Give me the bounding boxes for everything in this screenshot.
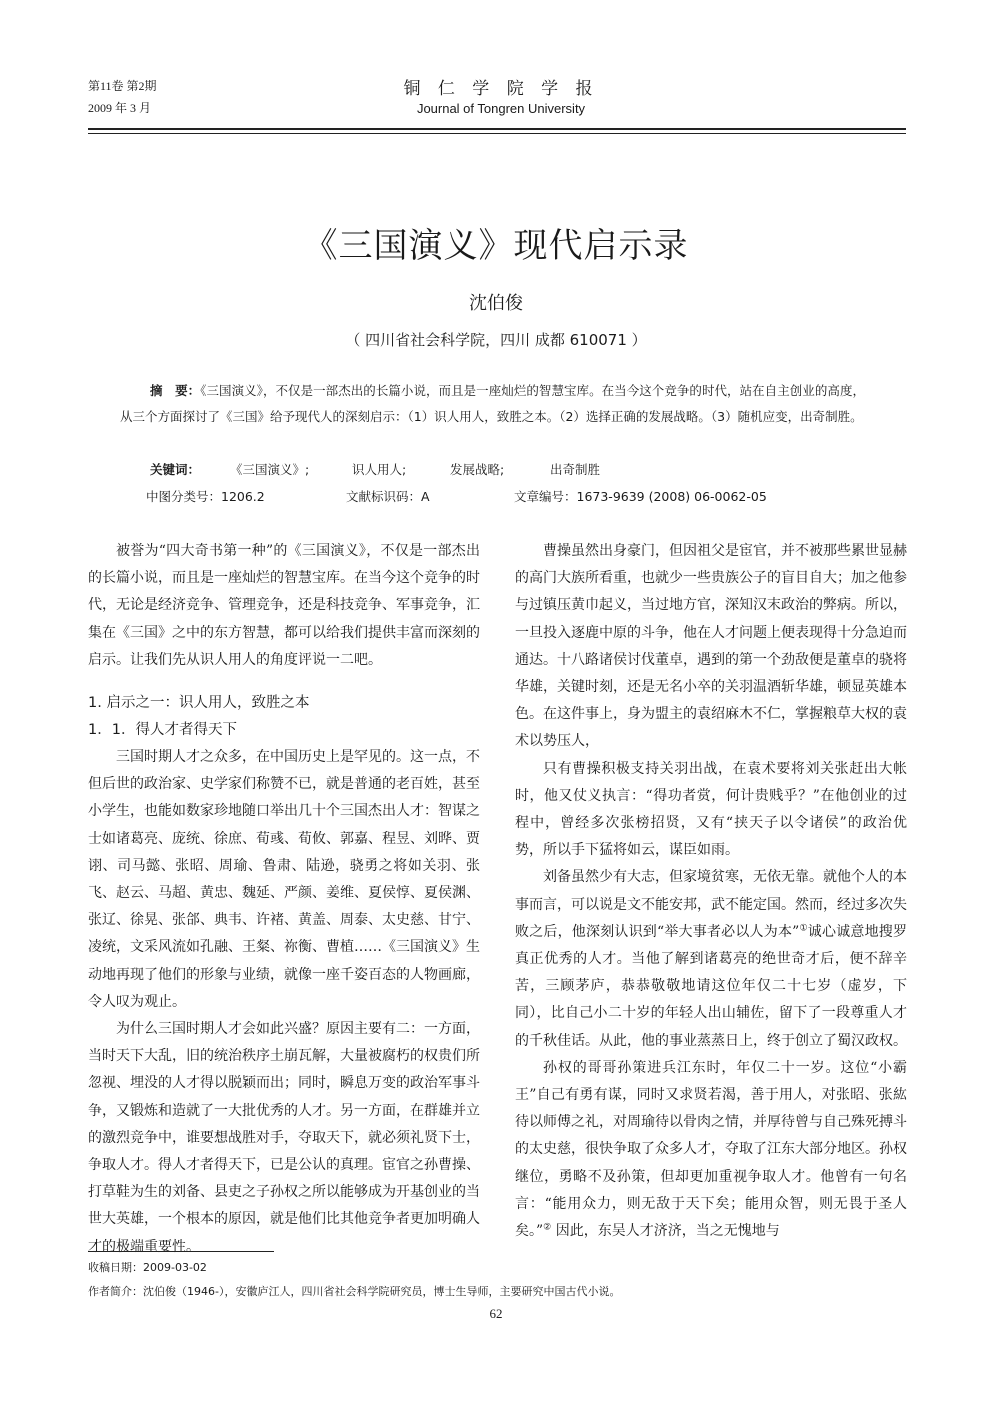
keywords-label: 关键词：: [150, 462, 201, 477]
journal-title-en: Journal of Tongren University: [416, 101, 586, 116]
volume-issue: 第11卷 第2期: [88, 79, 157, 93]
abstract: [120, 378, 865, 430]
abstract-label: 摘 要：: [150, 383, 201, 398]
article-author: 沈伯俊: [469, 293, 523, 314]
body-right-column: [515, 538, 907, 1245]
section-heading: 1. 启示之一：识人用人，致胜之本: [88, 695, 310, 712]
body-paragraph: 被誉为“四大奇书第一种”的《三国演义》，不仅是一部杰出的长篇小说，而且是一座灿烂的智慧宝库。在当今这个竞争的时代，无论是经济竞争、管理竞争，还是科技竞争、军事竞争，汇集在《三国》之中的东方智慧，都可以给我们提供丰富而深刻的启示。让我们先从识人用人的角度评说一二吧。: [88, 543, 480, 668]
article-title: 《三国演义》现代启示录: [303, 226, 689, 266]
footnote-rule: [88, 1251, 274, 1252]
footnote-ref[interactable]: ①: [799, 923, 808, 934]
document-code: 文献标识码：A: [346, 489, 430, 504]
page-number: 62: [489, 1306, 503, 1321]
author-affiliation: （ 四川省社会科学院，四川 成都 610071 ）: [345, 331, 647, 349]
body-paragraph: 为什么三国时期人才会如此兴盛？原因主要有二：一方面，当时天下大乱，旧的统治秩序土崩瓦解，大量被腐朽的权贵们所忽视、埋没的人才得以脱颖而出；同时，瞬息万变的政治军事斗争，又锻炼和造就了一大批优秀的人才。另一方面，在群雄并立的激烈竞争中，谁要想战胜对手，夺取天下，就必须礼贤下士，争取人才。得人才者得天下，已是公认的真理。宦官之孙曹操、打草鞋为生的刘备、县吏之子孙权之所以能够成为开基创业的当世大英雄，一个根本的原因，就是他们比其他竞争者更加明确人才的极端重要性。: [88, 1021, 480, 1255]
body-text: 因此，东吴人才济济，当之无愧地与: [551, 1223, 780, 1240]
clc-number: 中图分类号：1206.2: [146, 489, 265, 504]
header-rule-thick: [88, 128, 906, 130]
keyword-item: 出奇制胜: [550, 462, 601, 477]
body-paragraph: 三国时期人才之众多，在中国历史上是罕见的。这一点，不但后世的政治家、史学家们称赞不已，就是普通的老百姓，甚至小学生，也能如数家珍地随口举出几十个三国杰出人才：智谋之士如诸葛亮、庞统、徐庶、荀彧、荀攸、郭嘉、程昱、刘晔、贾诩、司马懿、张昭、周瑜、鲁肃、陆逊，骁勇之将如关羽、张飞、赵云、马超、黄忠、魏延、严颜、姜维、夏侯惇、夏侯渊、张辽、徐晃、张郃、典韦、许褚、黄盖、周泰、太史慈、甘宁、凌统，文采风流如孔融、王粲、祢衡、曹植……《三国演义》生动地再现了他们的形象与业绩，就像一座千姿百态的人物画廊，令人叹为观止。: [88, 749, 480, 1010]
received-date: 收稿日期：2009-03-02: [88, 1261, 207, 1274]
body-paragraph: 曹操虽然出身豪门，但因祖父是宦官，并不被那些累世显赫的高门大族所看重，也就少一些贵族公子的盲目自大；加之他参与过镇压黄巾起义，当过地方官，深知汉末政治的弊病。所以，一旦投入逐鹿中原的斗争，他在人才问题上便表现得十分急迫而通达。十八路诸侯讨伐董卓，遇到的第一个劲敌便是董卓的骁将华雄，关键时刻，还是无名小卒的关羽温酒斩华雄，顿显英雄本色。在这件事上，身为盟主的袁绍麻木不仁，掌握粮草大权的袁术以势压人，: [515, 543, 907, 750]
keyword-item: 发展战略;: [450, 462, 505, 477]
abstract-text: 《三国演义》，不仅是一部杰出的长篇小说，而且是一座灿烂的智慧宝库。在当今这个竞争的时代，站在自主创业的高度，从三个方面探讨了《三国》给予现代人的深刻启示：（1）识人用人，致胜之本。（2）选择正确的发展战略。（3）随机应变，出奇制胜。: [120, 383, 865, 424]
body-text: 刘备虽然少有大志，但家境贫寒，无依无靠。就他个人的本事而言，可以说是文不能安邦，武不能定国。然而，经过多次失败之后，他深刻认识到“举大事者必以人为本”: [515, 869, 907, 940]
keyword-item: 识人用人;: [352, 462, 407, 477]
article-number: 文章编号：1673-9639 (2008) 06-0062-05: [514, 489, 767, 504]
header-rule-thin: [88, 133, 906, 134]
body-paragraph: [515, 864, 907, 1054]
footnote-ref[interactable]: ②: [543, 1222, 552, 1233]
body-paragraph: 只有曹操积极支持关羽出战，在袁术要将刘关张赶出大帐时，他又仗义执言：“得功者赏，何计贵贱乎？”在他创业的过程中，曾经多次张榜招贤，又有“挟天子以令诸侯”的政治优势，所以手下猛将如云，谋臣如雨。: [515, 760, 907, 859]
body-text: 诚心诚意地搜罗真正优秀的人才。当他了解到诸葛亮的绝世奇才后，便不辞辛苦，三顾茅庐，恭恭敬敬地请这位年仅二十七岁（虚岁，下同），比自己小二十岁的年轻人出山辅佐，留下了一段尊重人才的千秋佳话。从此，他的事业蒸蒸日上，终于创立了蜀汉政权。: [515, 923, 907, 1049]
body-text: 孙权的哥哥孙策进兵江东时，年仅二十一岁。这位“小霸王”自己有勇有谋，同时又求贤若渴，善于用人，对张昭、张紘待以师傅之礼，对周瑜待以骨肉之情，并厚待曾与自己殊死搏斗的太史慈，很快争取了众多人才，夺取了江东大部分地区。孙权继位，勇略不及孙策，但却更加重视争取人才。他曾有一句名言：“能用众力，则无敌于天下矣；能用众智，则无畏于圣人矣。”: [515, 1059, 907, 1240]
keyword-item: 《三国演义》;: [230, 462, 310, 477]
journal-title-cn: 铜 仁 学 院 学 报: [403, 79, 599, 99]
subsection-heading: 1．1．得人才者得天下: [88, 722, 237, 739]
publication-date: 2009 年 3 月: [88, 101, 152, 115]
body-left-column: [88, 538, 480, 1261]
author-bio: 作者简介：沈伯俊（1946-），安徽庐江人，四川省社会科学院研究员，博士生导师，主要研究中国古代小说。: [88, 1285, 621, 1298]
body-paragraph: [515, 1055, 907, 1245]
